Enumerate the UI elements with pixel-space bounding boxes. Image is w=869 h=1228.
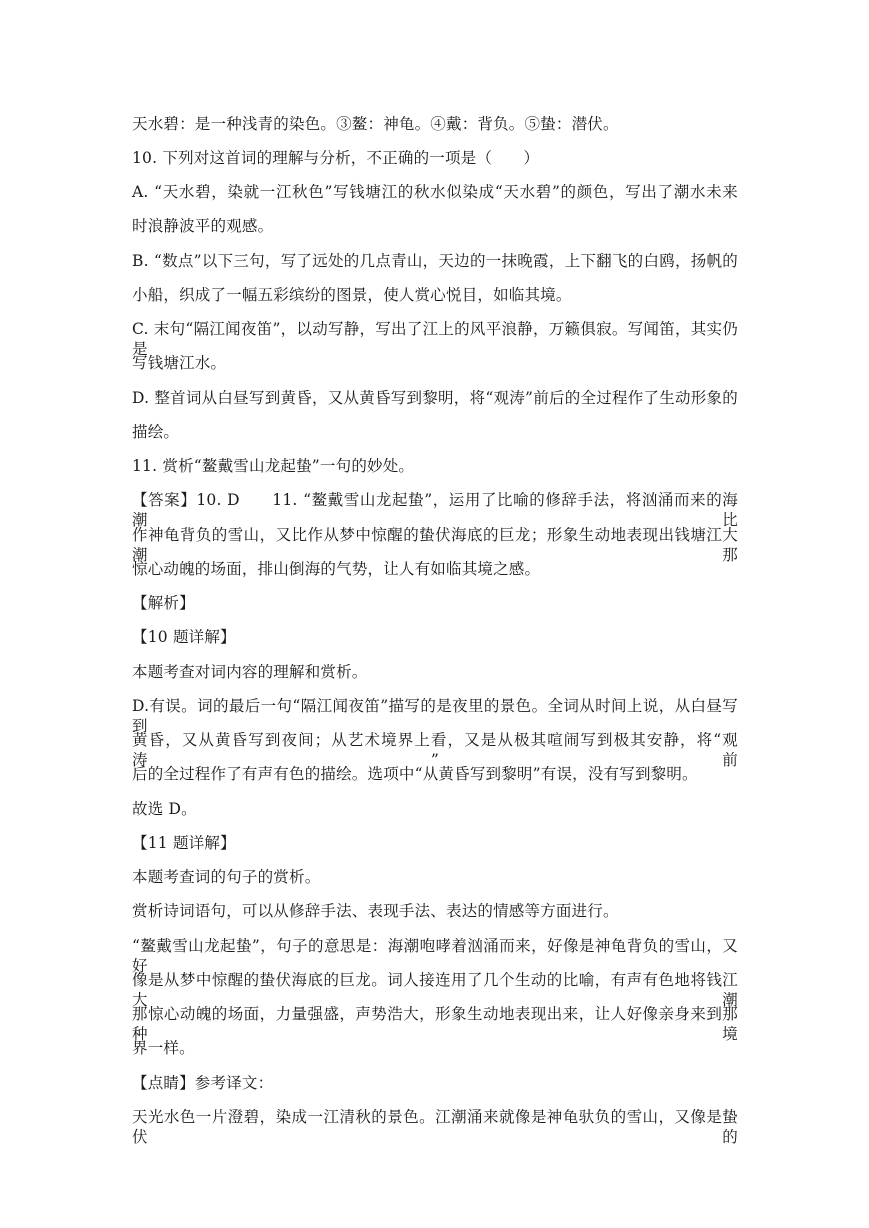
q11-detail-heading: 【11 题详解】 xyxy=(132,834,236,852)
q10-detail-intro: 本题考查对词内容的理解和赏析。 xyxy=(132,663,368,681)
q11-detail-intro: 本题考查词的句子的赏析。 xyxy=(132,868,321,886)
q10-detail-line-2: 黄昏，又从黄昏写到夜间；从艺术境界上看，又是从极其喧闹写到极其安静，将“观涛”前 xyxy=(132,731,738,769)
option-a-line-2: 时浪静波平的观感。 xyxy=(132,217,274,235)
answer-line-1: 【答案】10. D 11. “鳌戴雪山龙起蛰”，运用了比喻的修辞手法，将汹涌而来的海潮比 xyxy=(132,491,738,529)
option-b-line-2: 小船，织成了一幅五彩缤纷的图景，使人赏心悦目，如临其境。 xyxy=(132,286,572,304)
option-c-line-1: C. 末句“隔江闻夜笛”，以动写静，写出了江上的风平浪静，万籁俱寂。写闻笛，其实仍是 xyxy=(132,320,738,358)
option-c-line-2: 写钱塘江水。 xyxy=(132,354,227,372)
option-b-line-1: B. “数点”以下三句，写了远处的几点青山，天边的一抹晚霞，上下翻飞的白鸥，扬帆的 xyxy=(132,252,738,270)
commentary-heading: 【点睛】参考译文： xyxy=(132,1074,274,1092)
option-a-line-1: A. “天水碧，染就一江秋色”写钱塘江的秋水似染成“天水碧”的颜色，写出了潮水未来 xyxy=(132,183,738,201)
q10-detail-line-1: D.有误。词的最后一句“隔江闻夜笛”描写的是夜里的景色。全词从时间上说，从白昼写到 xyxy=(132,697,738,735)
footnote-line: 天水碧：是一种浅青的染色。③鳌：神龟。④戴：背负。⑤蛰：潜伏。 xyxy=(132,115,619,133)
q10-detail-heading: 【10 题详解】 xyxy=(132,628,236,646)
q11-detail-line-4: 界一样。 xyxy=(132,1039,195,1057)
option-d-line-2: 描绘。 xyxy=(132,423,180,441)
q11-detail-line-1: “鳌戴雪山龙起蛰”，句子的意思是：海潮咆哮着汹涌而来，好像是神龟背负的雪山，又好 xyxy=(132,937,738,975)
analysis-heading: 【解析】 xyxy=(132,594,195,612)
q10-choice: 故选 D。 xyxy=(132,800,197,818)
answer-line-2: 作神龟背负的雪山，又比作从梦中惊醒的蛰伏海底的巨龙；形象生动地表现出钱塘江大潮那 xyxy=(132,526,738,564)
q11-detail-method: 赏析诗词语句，可以从修辞手法、表现手法、表达的情感等方面进行。 xyxy=(132,902,619,920)
q11-detail-line-3: 那惊心动魄的场面，力量强盛，声势浩大，形象生动地表现出来，让人好像亲身来到那种境 xyxy=(132,1005,738,1043)
q10-detail-line-3: 后的全过程作了有声有色的描绘。选项中“从黄昏写到黎明”有误，没有写到黎明。 xyxy=(132,765,698,783)
q11-detail-line-2: 像是从梦中惊醒的蛰伏海底的巨龙。词人接连用了几个生动的比喻，有声有色地将钱江大潮 xyxy=(132,971,738,1009)
translation-line-1: 天光水色一片澄碧，染成一江清秋的景色。江潮涌来就像是神龟驮负的雪山，又像是蛰伏的 xyxy=(132,1108,738,1146)
answer-line-3: 惊心动魄的场面，排山倒海的气势，让人有如临其境之感。 xyxy=(132,560,541,578)
question-11-stem: 11. 赏析“鳌戴雪山龙起蛰”一句的妙处。 xyxy=(132,457,415,475)
question-10-stem: 10. 下列对这首词的理解与分析，不正确的一项是（ ） xyxy=(132,149,540,167)
option-d-line-1: D. 整首词从白昼写到黄昏，又从黄昏写到黎明，将“观涛”前后的全过程作了生动形象的 xyxy=(132,389,738,407)
